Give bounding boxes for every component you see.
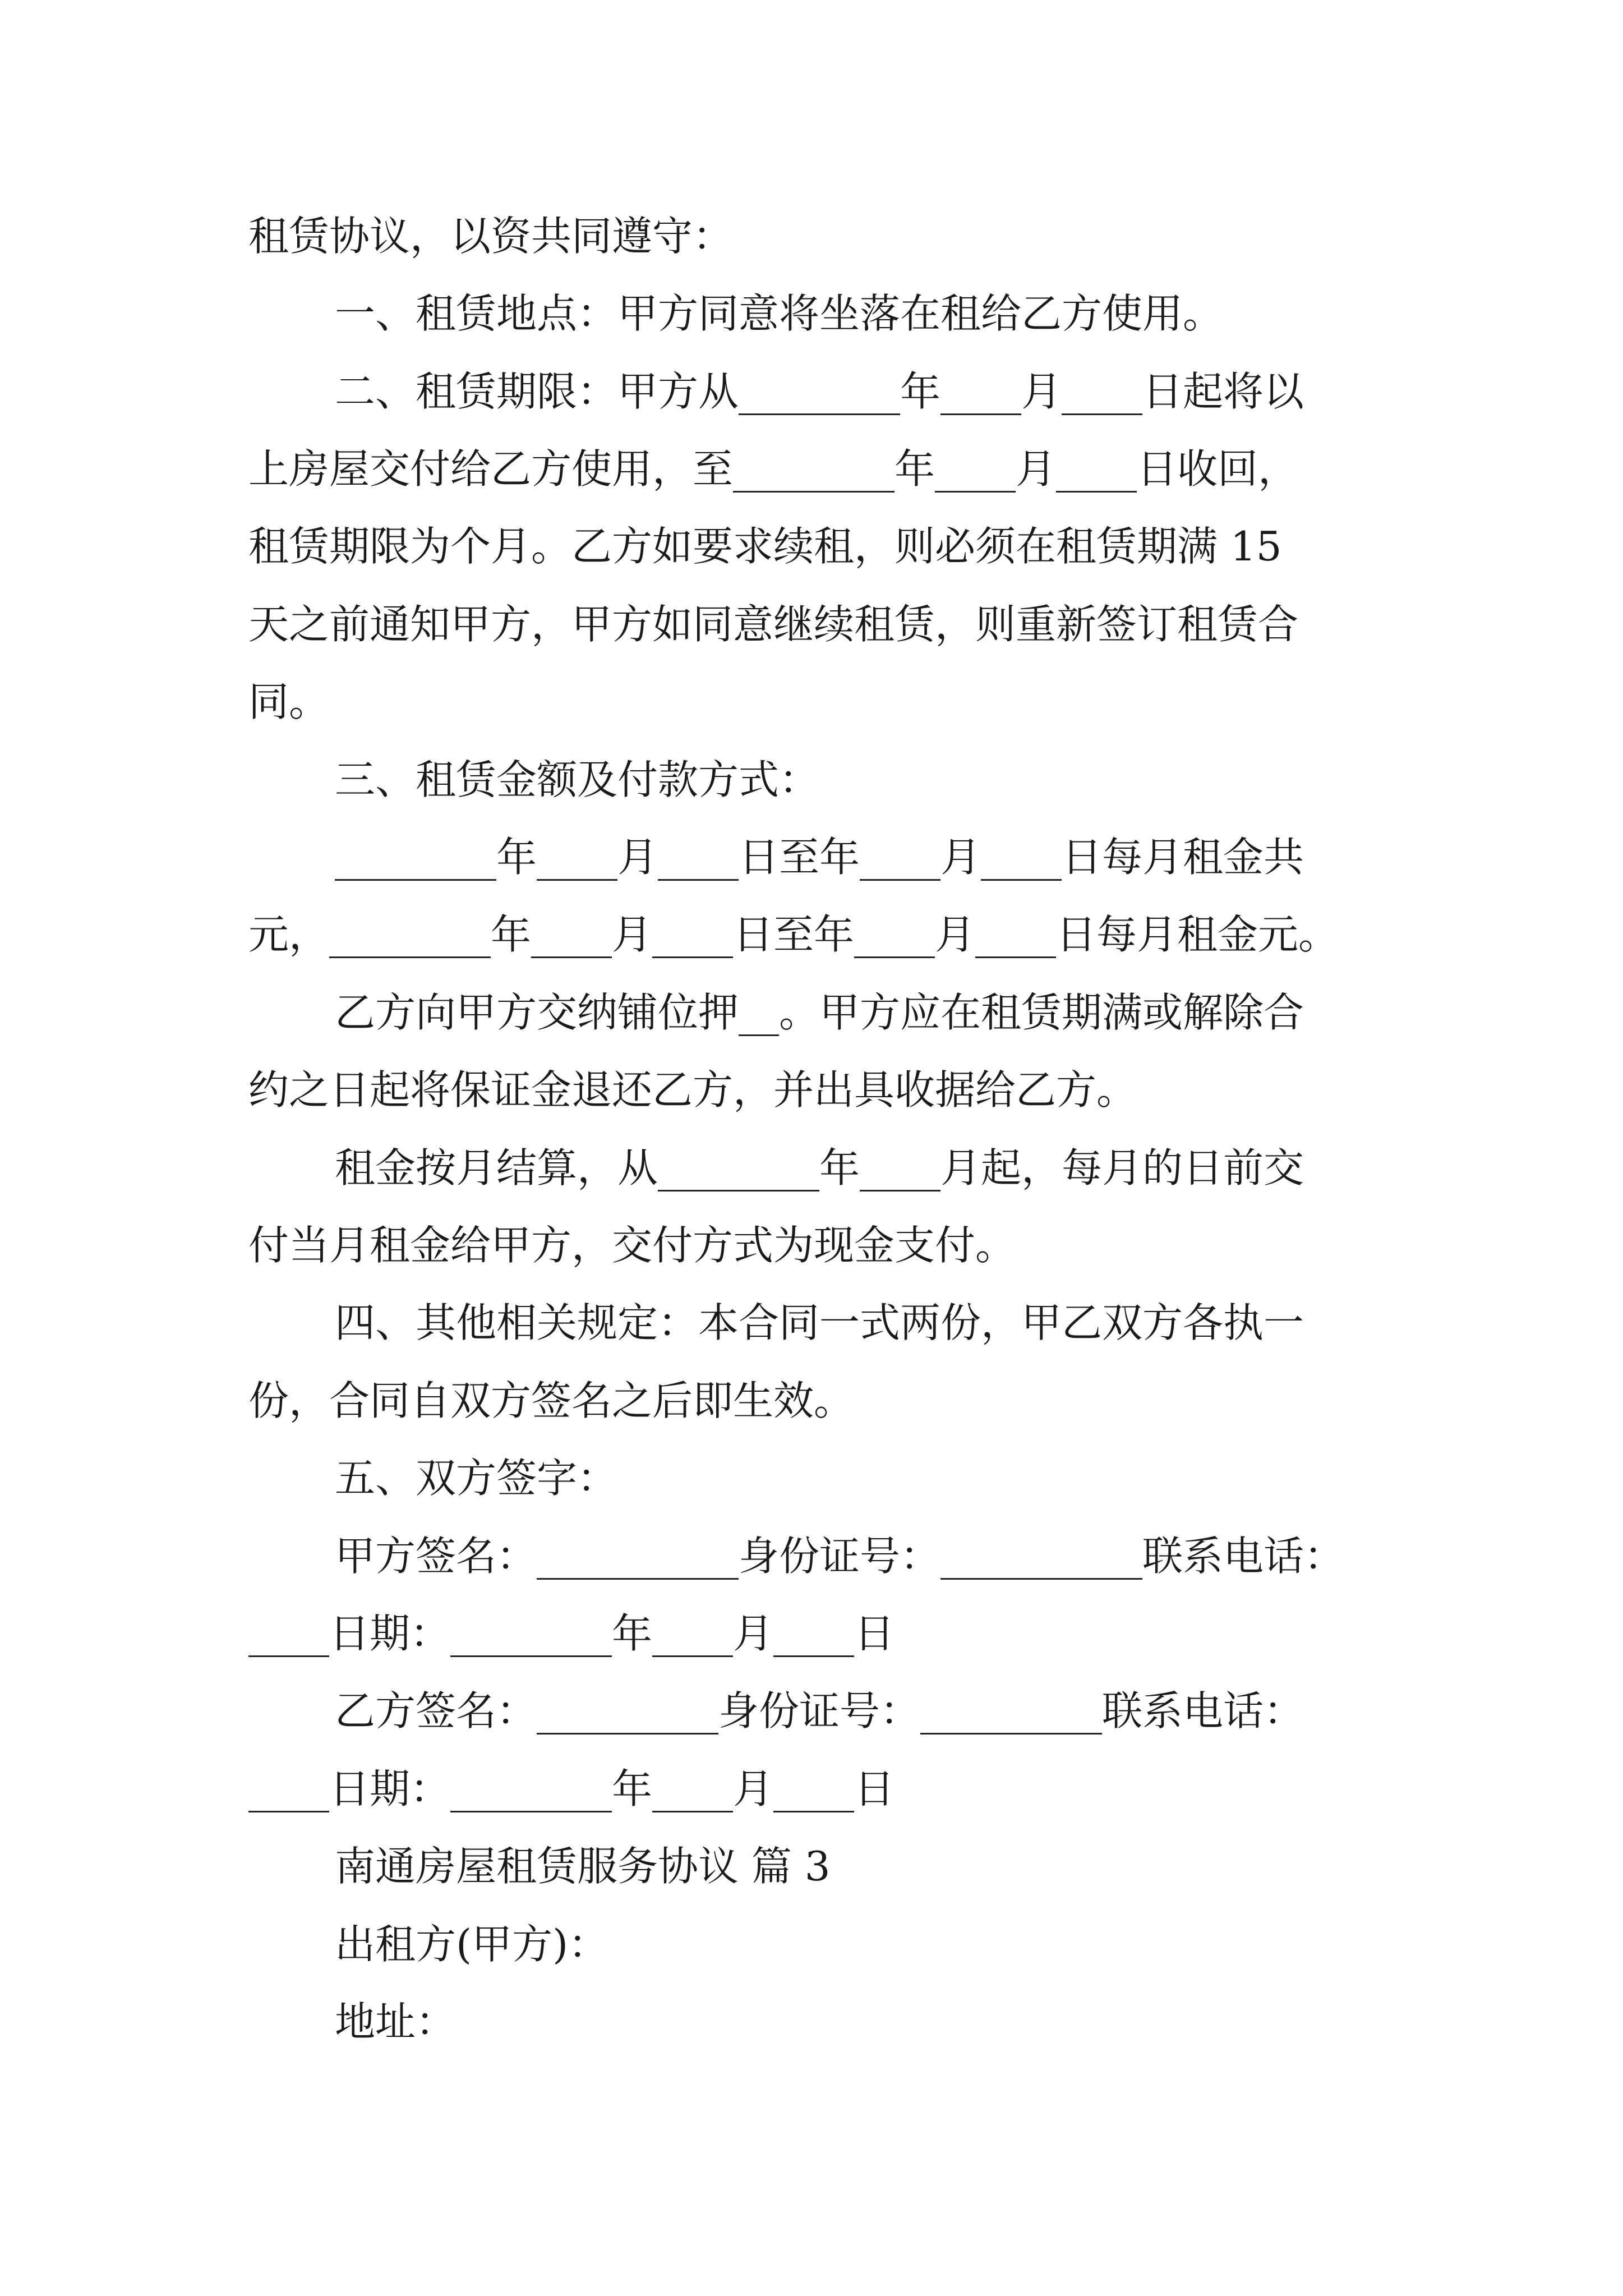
party-b-date-line: ____日期：________年____月____日 <box>248 1765 895 1812</box>
address-label: 地址： <box>335 1998 457 2045</box>
paragraph-line: 上房屋交付给乙方使用，至________年____月____日收回， <box>248 445 1299 493</box>
paragraph-line: 元，________年____月____日至年____月____日每月租金元。 <box>248 911 1339 958</box>
agreement-heading: 南通房屋租赁服务协议 篇 3 <box>335 1843 831 1890</box>
paragraph-line: 同。 <box>248 678 330 725</box>
party-b-signature-line: 乙方签名：_________身份证号：_________联系电话： <box>335 1687 1304 1734</box>
party-a-signature-line: 甲方签名：__________身份证号：__________联系电话： <box>335 1533 1345 1580</box>
section-3-line: 三、租赁金额及付款方式： <box>335 756 820 803</box>
party-a-date-line: ____日期：________年____月____日 <box>248 1610 895 1657</box>
section-5-line: 五、双方签字： <box>335 1455 618 1502</box>
section-1-line: 一、租赁地点：甲方同意将坐落在租给乙方使用。 <box>335 290 1224 337</box>
paragraph-line: 份，合同自双方签名之后即生效。 <box>248 1377 855 1424</box>
lessor-label: 出租方(甲方)： <box>335 1921 609 1968</box>
paragraph-line: 付当月租金给甲方，交付方式为现金支付。 <box>248 1222 1016 1269</box>
paragraph-line: 约之日起将保证金退还乙方，并出具收据给乙方。 <box>248 1066 1137 1114</box>
section-4-line: 四、其他相关规定：本合同一式两份，甲乙双方各执一 <box>335 1299 1304 1346</box>
paragraph-line: 天之前通知甲方，甲方如同意继续租赁，则重新签订租赁合 <box>248 601 1299 648</box>
paragraph-line: 乙方向甲方交纳铺位押__。甲方应在租赁期满或解除合 <box>335 989 1304 1036</box>
paragraph-line: 租金按月结算，从________年____月起，每月的日前交 <box>335 1144 1304 1191</box>
paragraph-line: ________年____月____日至年____月____日每月租金共 <box>335 834 1304 881</box>
paragraph-line: 租赁期限为个月。乙方如要求续租，则必须在租赁期满 15 <box>248 523 1282 570</box>
paragraph-line: 租赁协议，以资共同遵守： <box>248 213 734 260</box>
section-2-line: 二、租赁期限：甲方从________年____月____日起将以 <box>335 368 1304 415</box>
